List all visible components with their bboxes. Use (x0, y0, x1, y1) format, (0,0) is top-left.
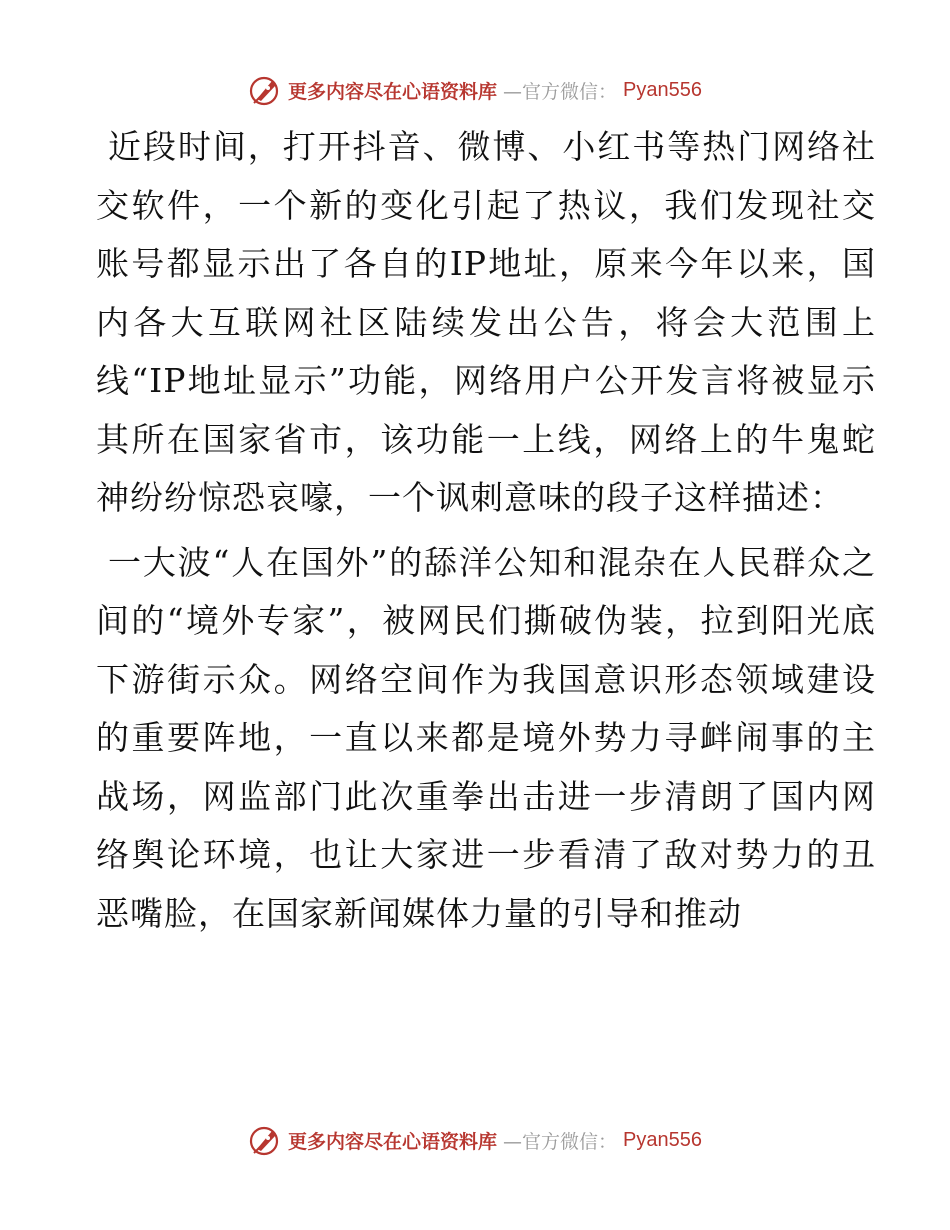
paragraph-2: 一大波“人在国外”的舔洋公知和混杂在人民群众之间的“境外专家”，被网民们撕破伪装，拉到阳光底下游街示众。网络空间作为我国意识形态领域建设的重要阵地，一直以来都是境外势力寻衅闹事的主战场，网监部门此次重拳出击进一步清朗了国内网络舆论环境，也让大家进一步看清了敌对势力的丑恶嘴脸，在国家新闻媒体力量的引导和推动 (96, 542, 876, 933)
footer-separator-text: —官方微信： (503, 1130, 618, 1153)
paragraph-1: 近段时间，打开抖音、微博、小红书等热门网络社交软件，一个新的变化引起了热议，我们发现社交账号都显示出了各自的IP地址，原来今年以来，国内各大互联网社区陆续发出公告，将会大范围上线“IP地址显示”功能，网络用户公开发言将被显示其所在国家省市，该功能一上线，网络上的牛鬼蛇神纷纷惊恐哀嚎，一个讽刺意味的段子这样描述： (96, 127, 876, 517)
document-body (96, 118, 876, 943)
footer-banner (0, 1120, 950, 1160)
header-separator-text: —官方微信： (503, 80, 618, 103)
pen-nib-logo-icon (248, 73, 282, 107)
header-contact: Pyan556 (623, 78, 702, 101)
pen-nib-logo-icon (248, 1123, 282, 1157)
footer-contact: Pyan556 (623, 1128, 702, 1151)
header-banner (0, 70, 950, 110)
header-brand-text: 更多内容尽在心语资料库 (288, 80, 498, 103)
footer-brand-text: 更多内容尽在心语资料库 (288, 1130, 498, 1153)
